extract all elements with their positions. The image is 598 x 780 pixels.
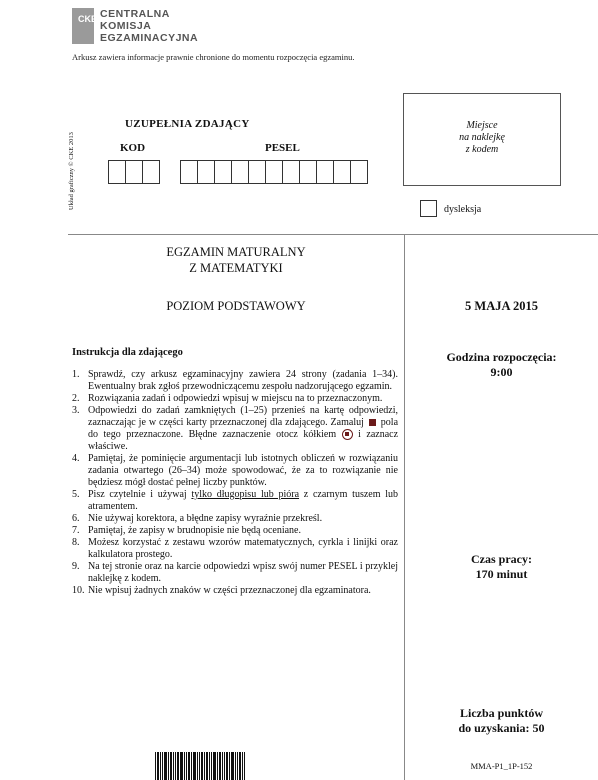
sticker-text-line: z kodem [465, 144, 499, 155]
barcode-bar [244, 752, 245, 780]
pesel-digit-box[interactable] [299, 160, 317, 184]
instruction-item [72, 525, 398, 537]
instruction-number: 4. [72, 453, 80, 464]
pesel-label: PESEL [265, 142, 300, 154]
barcode [155, 752, 265, 780]
barcode-bar [188, 752, 190, 780]
instruction-item [72, 393, 398, 405]
kod-digit-box[interactable] [142, 160, 160, 184]
barcode-bar [201, 752, 203, 780]
instruction-text-part: z czarnym tuszem lub atramentem. [88, 489, 399, 512]
sticker-placeholder [403, 93, 561, 186]
logo-mark-text: CKE [78, 14, 98, 24]
exam-title-line-1: EGZAMIN MATURALNY [166, 245, 306, 259]
instruction-text [88, 405, 398, 453]
dyslexia-checkbox[interactable] [420, 200, 437, 217]
layout-copyright-note [68, 100, 82, 210]
barcode-bar [170, 752, 172, 780]
start-time-label: Godzina rozpoczęcia: [446, 350, 557, 364]
sticker-text-line: Miejsce [466, 120, 498, 131]
kod-input-boxes[interactable] [109, 160, 160, 184]
barcode-bar [211, 752, 212, 780]
instruction-text-part: Pisz czytelnie i używaj [88, 489, 187, 500]
barcode-bar [242, 752, 243, 780]
instruction-item [72, 513, 398, 525]
instruction-number: 8. [72, 537, 80, 548]
points-block [405, 706, 598, 736]
exam-title [72, 244, 400, 276]
barcode-bar [173, 752, 174, 780]
confidentiality-notice: Arkusz zawiera informacje prawnie chronione do momentu rozpoczęcia egzaminu. [72, 52, 355, 62]
kod-digit-box[interactable] [125, 160, 143, 184]
kod-digit-box[interactable] [108, 160, 126, 184]
pesel-digit-box[interactable] [214, 160, 232, 184]
duration-label: Czas pracy: [471, 552, 532, 566]
instruction-text: Nie używaj korektora, a błędne zapisy wyraźnie przekreśl. [88, 513, 323, 524]
duration-value: 170 minut [475, 567, 528, 581]
barcode-bar [204, 752, 205, 780]
start-time-block [405, 350, 598, 380]
barcode-bar [209, 752, 210, 780]
instruction-underlined-text: tylko długopisu lub pióra [191, 489, 300, 500]
pesel-digit-box[interactable] [180, 160, 198, 184]
barcode-bar [197, 752, 198, 780]
barcode-bar [168, 752, 169, 780]
instruction-text: Możesz korzystać z zestawu wzorów matematycznych, cyrkla i linijki oraz kalkulatora prostego. [88, 537, 398, 560]
barcode-bar [193, 752, 196, 780]
instruction-number: 9. [72, 561, 80, 572]
instruction-text: Pamiętaj, że pominięcie argumentacji lub istotnych obliczeń w rozwiązaniu zadania otwartego (26–34) może spowodować, że za to rozwiązanie nie będziesz mógł dostać pełnej liczby punktów. [88, 453, 398, 488]
instruction-item [72, 537, 398, 561]
sticker-text-line: na naklejkę [459, 132, 505, 143]
barcode-bar [229, 752, 230, 780]
instruction-number: 2. [72, 393, 80, 404]
barcode-bar [157, 752, 159, 780]
instruction-number: 10. [72, 585, 85, 596]
barcode-bar [222, 752, 223, 780]
barcode-bar [217, 752, 218, 780]
instruction-item [72, 453, 398, 489]
logo-mark [72, 8, 98, 44]
barcode-bar [235, 752, 236, 780]
points-value: do uzyskania: 50 [458, 721, 545, 735]
instruction-text: Nie wpisuj żadnych znaków w części przeznaczonej dla egzaminatora. [88, 585, 371, 596]
exam-date: 5 MAJA 2015 [465, 299, 538, 313]
pesel-digit-box[interactable] [197, 160, 215, 184]
pesel-input-boxes[interactable] [181, 160, 368, 184]
logo-line-1: CENTRALNA [100, 8, 170, 20]
instructions-list [72, 369, 398, 597]
barcode-bar [213, 752, 216, 780]
pesel-digit-box[interactable] [316, 160, 334, 184]
barcode-bar [239, 752, 241, 780]
points-label: Liczba punktów [459, 706, 544, 720]
instruction-text: Na tej stronie oraz na karcie odpowiedzi wpisz swój numer PESEL i przyklej naklejkę z kodem. [88, 561, 398, 584]
horizontal-divider [68, 234, 598, 235]
instruction-text-part: i zaznacz właściwe. [88, 429, 399, 452]
barcode-bar [162, 752, 163, 780]
kod-label: KOD [120, 142, 146, 154]
start-time-value: 9:00 [490, 365, 513, 379]
barcode-bar [186, 752, 187, 780]
instruction-item [72, 585, 398, 597]
vertical-note-text: Układ graficzny © CKE 2013 [68, 132, 75, 210]
barcode-bar [160, 752, 161, 780]
barcode-bar [175, 752, 176, 780]
circled-square-icon [342, 429, 353, 440]
barcode-bar [177, 752, 179, 780]
instruction-number: 6. [72, 513, 80, 524]
instruction-text: Rozwiązania zadań i odpowiedzi wpisuj w miejscu na to przeznaczonym. [88, 393, 383, 404]
instruction-number: 7. [72, 525, 80, 536]
dyslexia-label: dysleksja [444, 204, 482, 215]
instruction-text [88, 489, 398, 513]
instruction-text-part: Odpowiedzi do zadań zamkniętych (1–25) przenieś na kartę odpowiedzi, zaznaczając je w części karty przeznaczonej dla zdającego. Zamaluj [88, 405, 398, 428]
instruction-item [72, 405, 398, 453]
instruction-text-part: pola do tego przeznaczone. Błędne zaznaczenie otocz kółkiem [88, 417, 399, 440]
barcode-bar [199, 752, 200, 780]
barcode-bar [224, 752, 225, 780]
instruction-number: 5. [72, 489, 80, 500]
filled-square-icon [369, 419, 376, 426]
pesel-digit-box[interactable] [248, 160, 266, 184]
instruction-item [72, 489, 398, 513]
logo-line-3: EGZAMINACYJNA [100, 32, 199, 44]
cke-logo [72, 8, 212, 46]
barcode-bar [237, 752, 238, 780]
pesel-digit-box[interactable] [282, 160, 300, 184]
instruction-item [72, 561, 398, 585]
barcode-bar [164, 752, 167, 780]
barcode-bar [231, 752, 234, 780]
instructions-heading: Instrukcja dla zdającego [72, 347, 183, 358]
instruction-item [72, 369, 398, 393]
barcode-bar [191, 752, 192, 780]
instruction-number: 1. [72, 369, 80, 380]
fill-section-title: UZUPEŁNIA ZDAJĄCY [125, 118, 250, 130]
instruction-text: Sprawdź, czy arkusz egzaminacyjny zawiera 24 strony (zadania 1–34). Ewentualny brak zgłoś przewodniczącemu zespołu nadzorującego egzamin. [88, 369, 398, 392]
barcode-bar [155, 752, 156, 780]
logo-line-2: KOMISJA [100, 20, 152, 32]
instruction-text: Pamiętaj, że zapisy w brudnopisie nie będą oceniane. [88, 525, 301, 536]
exam-code: MMA-P1_1P-152 [470, 761, 533, 771]
pesel-digit-box[interactable] [265, 160, 283, 184]
exam-level: POZIOM PODSTAWOWY [166, 299, 306, 313]
barcode-bar [184, 752, 185, 780]
barcode-bar [180, 752, 183, 780]
barcode-bar [206, 752, 208, 780]
pesel-digit-box[interactable] [333, 160, 351, 184]
barcode-bar [226, 752, 228, 780]
exam-title-line-2: Z MATEMATYKI [189, 261, 283, 275]
barcode-bar [219, 752, 221, 780]
pesel-digit-box[interactable] [231, 160, 249, 184]
logo-text [100, 8, 198, 44]
vertical-divider [404, 234, 405, 780]
instruction-number: 3. [72, 405, 80, 416]
duration-block [405, 552, 598, 582]
pesel-digit-box[interactable] [350, 160, 368, 184]
